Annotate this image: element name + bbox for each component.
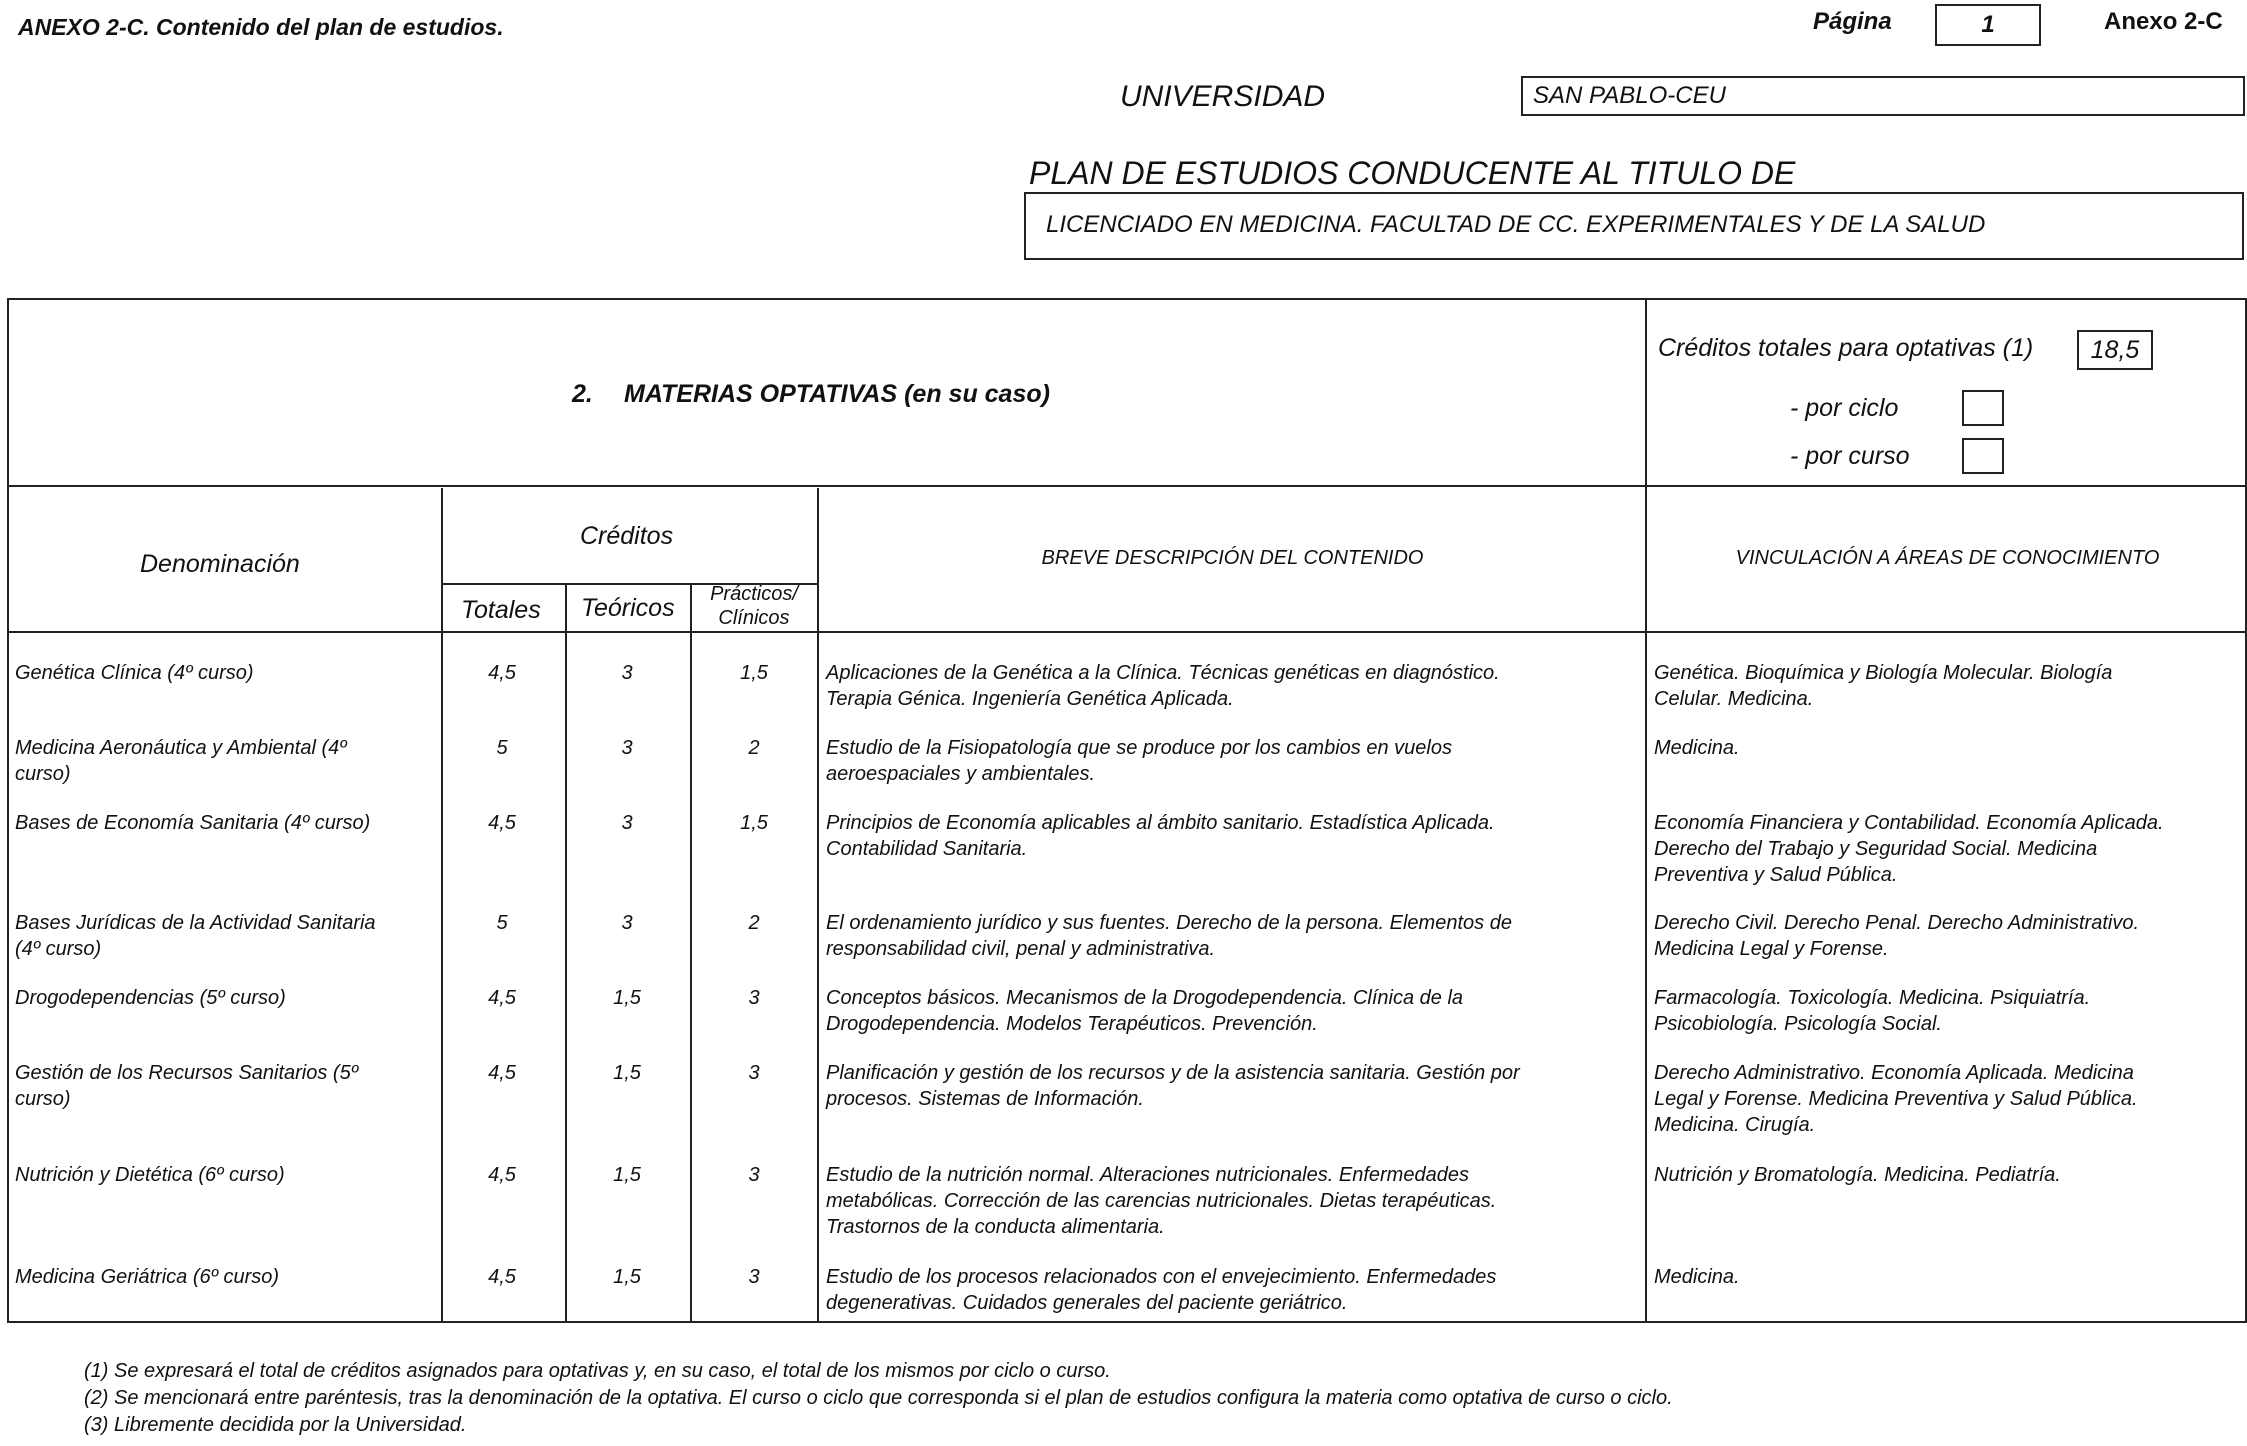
- row-1-description-line: Aplicaciones de la Genética a la Clínica. Técnicas genéticas en diagnóstico.: [826, 662, 1500, 684]
- row-5-description-line: Conceptos básicos. Mecanismos de la Drogodependencia. Clínica de la: [826, 987, 1464, 1009]
- row-3-areas-line: Preventiva y Salud Pública.: [1654, 864, 1898, 886]
- header-description: BREVE DESCRIPCIÓN DEL CONTENIDO: [1041, 547, 1424, 569]
- credits-total-label: Créditos totales para optativas (1): [1658, 334, 2034, 362]
- row-6-areas-line: Legal y Forense. Medicina Preventiva y Salud Pública.: [1654, 1088, 2138, 1110]
- row-6-totals: 4,5: [488, 1062, 516, 1084]
- per-course-field[interactable]: [1962, 438, 2004, 474]
- row-1-totals: 4,5: [488, 662, 516, 684]
- page-label: Página: [1813, 8, 1892, 35]
- row-4-totals: 5: [496, 912, 508, 934]
- footnote-3: (3) Libremente decidida por la Universidad.: [84, 1414, 467, 1436]
- section-header-box: [7, 298, 2247, 487]
- row-4-description: [826, 910, 1641, 962]
- row-2-description: [826, 735, 1641, 787]
- row-7-description-line: metabólicas. Corrección de las carencias nutricionales. Dietas terapéuticas.: [826, 1190, 1497, 1212]
- per-course-label: - por curso: [1790, 442, 1910, 470]
- row-2-description-line: Estudio de la Fisiopatología que se produce por los cambios en vuelos: [826, 737, 1452, 759]
- row-6-description-line: procesos. Sistemas de Información.: [826, 1088, 1144, 1110]
- university-label: UNIVERSIDAD: [1120, 80, 1326, 113]
- col-divider-name: [441, 488, 443, 1323]
- row-8-name-line: Medicina Geriátrica (6º curso): [15, 1266, 280, 1288]
- row-6-name: [15, 1060, 435, 1112]
- row-3-totals: 4,5: [488, 812, 516, 834]
- row-4-name-line: Bases Jurídicas de la Actividad Sanitaria: [15, 912, 376, 934]
- row-8-theory: 1,5: [613, 1266, 641, 1288]
- row-3-theory: 3: [621, 812, 633, 834]
- row-1-practice: 1,5: [740, 662, 768, 684]
- header-practice-line2: Clínicos: [718, 607, 790, 629]
- row-8-areas-line: Medicina.: [1654, 1266, 1740, 1288]
- row-5-description-line: Drogodependencia. Modelos Terapéuticos. Prevención.: [826, 1013, 1318, 1035]
- plan-field: LICENCIADO EN MEDICINA. FACULTAD DE CC. EXPERIMENTALES Y DE LA SALUD: [1024, 192, 2244, 260]
- row-7-description: [826, 1162, 1641, 1240]
- header-theory: Teóricos: [581, 594, 675, 622]
- row-4-theory: 3: [621, 912, 633, 934]
- row-2-areas-line: Medicina.: [1654, 737, 1740, 759]
- row-6-description-line: Planificación y gestión de los recursos y de la asistencia sanitaria. Gestión por: [826, 1062, 1520, 1084]
- row-3-name: [15, 810, 435, 836]
- row-6-practice: 3: [748, 1062, 760, 1084]
- row-8-totals: 4,5: [488, 1266, 516, 1288]
- row-4-areas-line: Derecho Civil. Derecho Penal. Derecho Administrativo.: [1654, 912, 2140, 934]
- header-name: Denominación: [140, 550, 300, 578]
- row-6-theory: 1,5: [613, 1062, 641, 1084]
- row-4-description-line: El ordenamiento jurídico y sus fuentes. Derecho de la persona. Elementos de: [826, 912, 1512, 934]
- row-8-description-line: degenerativas. Cuidados generales del paciente geriátrico.: [826, 1292, 1348, 1314]
- row-3-name-line: Bases de Economía Sanitaria (4º curso): [15, 812, 371, 834]
- row-2-theory: 3: [621, 737, 633, 759]
- university-field: SAN PABLO-CEU: [1521, 76, 2245, 116]
- row-2-areas: [1654, 735, 2244, 761]
- per-cycle-label: - por ciclo: [1790, 394, 1899, 422]
- plan-label: PLAN DE ESTUDIOS CONDUCENTE AL TITULO DE: [1029, 155, 1796, 191]
- row-8-practice: 3: [748, 1266, 760, 1288]
- row-1-areas-line: Genética. Bioquímica y Biología Molecular. Biología: [1654, 662, 2113, 684]
- row-1-description: [826, 660, 1641, 712]
- row-6-description: [826, 1060, 1641, 1112]
- row-3-areas: [1654, 810, 2244, 888]
- row-7-theory: 1,5: [613, 1164, 641, 1186]
- row-4-areas-line: Medicina Legal y Forense.: [1654, 938, 1889, 960]
- col-divider-practice: [817, 488, 819, 1323]
- row-8-name: [15, 1264, 435, 1290]
- row-2-name: [15, 735, 435, 787]
- row-4-description-line: responsabilidad civil, penal y administrativa.: [826, 938, 1216, 960]
- row-7-description-line: Trastornos de la conducta alimentaria.: [826, 1216, 1165, 1238]
- row-2-practice: 2: [748, 737, 760, 759]
- row-3-areas-line: Derecho del Trabajo y Seguridad Social. Medicina: [1654, 838, 2098, 860]
- row-3-practice: 1,5: [740, 812, 768, 834]
- row-5-practice: 3: [748, 987, 760, 1009]
- header-practice: [692, 582, 816, 630]
- row-7-name: [15, 1162, 435, 1188]
- row-7-areas-line: Nutrición y Bromatología. Medicina. Pediatría.: [1654, 1164, 2061, 1186]
- header-totals: Totales: [461, 596, 541, 624]
- row-1-name-line: Genética Clínica (4º curso): [15, 662, 254, 684]
- row-2-name-line: curso): [15, 763, 71, 785]
- row-1-areas-line: Celular. Medicina.: [1654, 688, 1814, 710]
- header-bottom-line: [7, 631, 2247, 633]
- row-7-description-line: Estudio de la nutrición normal. Alteraciones nutricionales. Enfermedades: [826, 1164, 1469, 1186]
- row-8-description: [826, 1264, 1641, 1316]
- row-7-practice: 3: [748, 1164, 760, 1186]
- section-number: 2.: [572, 380, 593, 408]
- row-4-areas: [1654, 910, 2244, 962]
- row-7-totals: 4,5: [488, 1164, 516, 1186]
- row-3-description-line: Contabilidad Sanitaria.: [826, 838, 1028, 860]
- section-title: MATERIAS OPTATIVAS (en su caso): [624, 380, 1050, 408]
- row-5-name-line: Drogodependencias (5º curso): [15, 987, 286, 1009]
- col-divider-theory: [690, 583, 692, 1323]
- annex-code: Anexo 2-C: [2104, 8, 2223, 35]
- header-areas: VINCULACIÓN A ÁREAS DE CONOCIMIENTO: [1735, 547, 2160, 569]
- header-practice-line1: Prácticos/: [710, 583, 798, 605]
- annex-title: ANEXO 2-C. Contenido del plan de estudios.: [18, 14, 504, 40]
- row-7-name-line: Nutrición y Dietética (6º curso): [15, 1164, 285, 1186]
- row-6-name-line: Gestión de los Recursos Sanitarios (5º: [15, 1062, 359, 1084]
- page-number-field: 1: [1935, 4, 2041, 46]
- row-1-areas: [1654, 660, 2244, 712]
- row-1-description-line: Terapia Génica. Ingeniería Genética Aplicada.: [826, 688, 1234, 710]
- row-4-name: [15, 910, 435, 962]
- row-2-description-line: aeroespaciales y ambientales.: [826, 763, 1096, 785]
- row-6-name-line: curso): [15, 1088, 71, 1110]
- col-divider-totals: [565, 583, 567, 1323]
- row-8-description-line: Estudio de los procesos relacionados con el envejecimiento. Enfermedades: [826, 1266, 1497, 1288]
- row-5-description: [826, 985, 1641, 1037]
- row-1-name: [15, 660, 435, 686]
- credits-total-field: 18,5: [2077, 330, 2153, 370]
- row-7-areas: [1654, 1162, 2244, 1188]
- footnote-2: (2) Se mencionará entre paréntesis, tras la denominación de la optativa. El curso o ciclo que corresponda si el plan de estudios configura la materia como optativa de curso o ciclo.: [84, 1387, 1673, 1409]
- row-5-name: [15, 985, 435, 1011]
- row-4-practice: 2: [748, 912, 760, 934]
- row-6-areas-line: Medicina. Cirugía.: [1654, 1114, 1816, 1136]
- row-4-name-line: (4º curso): [15, 938, 102, 960]
- row-5-totals: 4,5: [488, 987, 516, 1009]
- row-3-description: [826, 810, 1641, 862]
- row-6-areas-line: Derecho Administrativo. Economía Aplicada. Medicina: [1654, 1062, 2134, 1084]
- row-2-name-line: Medicina Aeronáutica y Ambiental (4º: [15, 737, 347, 759]
- row-5-areas: [1654, 985, 2244, 1037]
- header-credits: Créditos: [580, 522, 674, 550]
- row-8-areas: [1654, 1264, 2244, 1290]
- row-6-areas: [1654, 1060, 2244, 1138]
- footnote-1: (1) Se expresará el total de créditos asignados para optativas y, en su caso, el total de los mismos por ciclo o curso.: [84, 1360, 1111, 1382]
- per-cycle-field[interactable]: [1962, 390, 2004, 426]
- row-5-areas-line: Psicobiología. Psicología Social.: [1654, 1013, 1942, 1035]
- row-3-areas-line: Economía Financiera y Contabilidad. Economía Aplicada.: [1654, 812, 2164, 834]
- row-5-areas-line: Farmacología. Toxicología. Medicina. Psiquiatría.: [1654, 987, 2091, 1009]
- row-5-theory: 1,5: [613, 987, 641, 1009]
- row-1-theory: 3: [621, 662, 633, 684]
- row-2-totals: 5: [496, 737, 508, 759]
- row-3-description-line: Principios de Economía aplicables al ámbito sanitario. Estadística Aplicada.: [826, 812, 1495, 834]
